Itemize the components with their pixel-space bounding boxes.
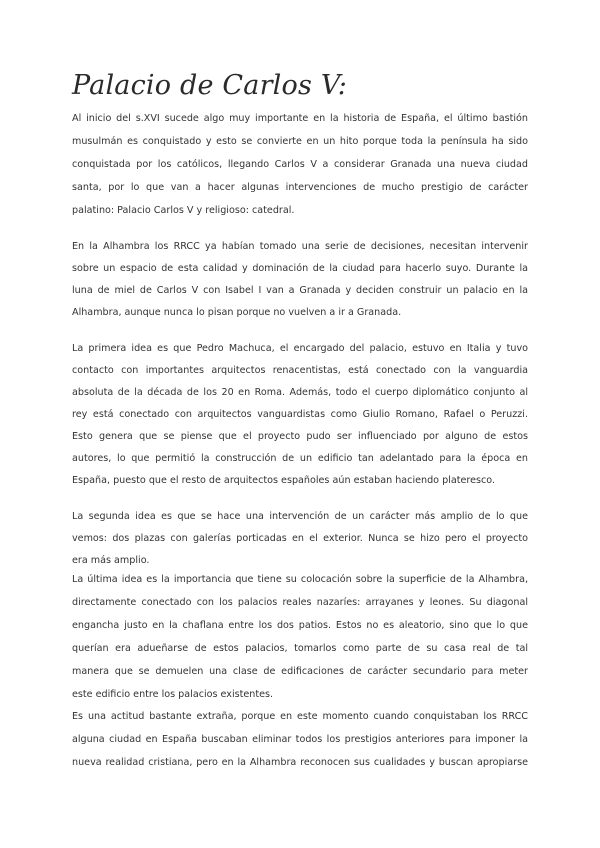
paragraph-5-line-2: directamente conectado con los palacios reales nazaríes: arrayanes y leones. Su diagonal <box>72 597 528 608</box>
paragraph-6-line-1: Es una actitud bastante extraña, porque en este momento cuando conquistaban los RRCC <box>72 711 528 722</box>
paragraph-1-line-2: musulmán es conquistado y esto se convierte en un hito porque toda la península ha sido <box>72 136 528 147</box>
paragraph-1-line-1: Al inicio del s.XVI sucede algo muy importante en la historia de España, el último bastión <box>72 113 528 124</box>
paragraph-1-line-5: palatino: Palacio Carlos V y religioso: catedral. <box>72 205 295 216</box>
document-title: Palacio de Carlos V: <box>72 70 348 101</box>
paragraph-2-line-4: Alhambra, aunque nunca lo pisan porque no vuelven a ir a Granada. <box>72 307 402 318</box>
paragraph-5-line-5: manera que se demuelen una clase de edificaciones de carácter secundario para meter <box>72 666 528 677</box>
paragraph-5-line-1: La última idea es la importancia que tiene su colocación sobre la superficie de la Alhambra, <box>72 574 528 585</box>
paragraph-3-line-3: absoluta de la década de los 20 en Roma. Además, todo el cuerpo diplomático conjunto al <box>72 387 528 398</box>
paragraph-4-line-2: vemos: dos plazas con galerías porticadas en el exterior. Nunca se hizo pero el proyecto <box>72 533 528 544</box>
paragraph-2-line-1: En la Alhambra los RRCC ya habían tomado una serie de decisiones, necesitan intervenir <box>72 241 528 252</box>
paragraph-3-line-4: rey está conectado con arquitectos vanguardistas como Giulio Romano, Rafael o Peruzzi. <box>72 409 528 420</box>
paragraph-3-line-2: contacto con importantes arquitectos renacentistas, está conectado con la vanguardia <box>72 365 528 376</box>
paragraph-2-line-2: sobre un espacio de esta calidad y dominación de la ciudad para hacerlo suyo. Durante la <box>72 263 528 274</box>
paragraph-4-line-1: La segunda idea es que se hace una intervención de un carácter más amplio de lo que <box>72 511 528 522</box>
paragraph-3-line-1: La primera idea es que Pedro Machuca, el encargado del palacio, estuvo en Italia y tuvo <box>72 343 528 354</box>
paragraph-2-line-3: luna de miel de Carlos V con Isabel I van a Granada y deciden construir un palacio en la <box>72 285 528 296</box>
paragraph-5-line-3: engancha justo en la chaflana entre los dos patios. Estos no es aleatorio, sino que lo que <box>72 620 528 631</box>
paragraph-1-line-3: conquistada por los católicos, llegando Carlos V a considerar Granada una nueva ciudad <box>72 159 528 170</box>
paragraph-3-line-7: España, puesto que el resto de arquitectos españoles aún estaban haciendo plateresco. <box>72 475 496 486</box>
paragraph-3-line-6: autores, lo que permitió la construcción de un edificio tan adelantado para la época en <box>72 453 528 464</box>
paragraph-5-line-6: este edificio entre los palacios existentes. <box>72 689 274 700</box>
paragraph-5-line-4: querían era adueñarse de estos palacios, tomarlos como parte de su casa real de tal <box>72 643 528 654</box>
paragraph-6-line-2: alguna ciudad en España buscaban eliminar todos los prestigios anteriores para imponer la <box>72 734 528 745</box>
paragraph-1-line-4: santa, por lo que van a hacer algunas intervenciones de mucho prestigio de carácter <box>72 182 528 193</box>
paragraph-4-line-3: era más amplio. <box>72 555 150 566</box>
paragraph-3-line-5: Esto genera que se piense que el proyecto pudo ser influenciado por alguno de estos <box>72 431 528 442</box>
paragraph-6-line-3: nueva realidad cristiana, pero en la Alhambra reconocen sus cualidades y buscan apropiarse <box>72 757 528 768</box>
